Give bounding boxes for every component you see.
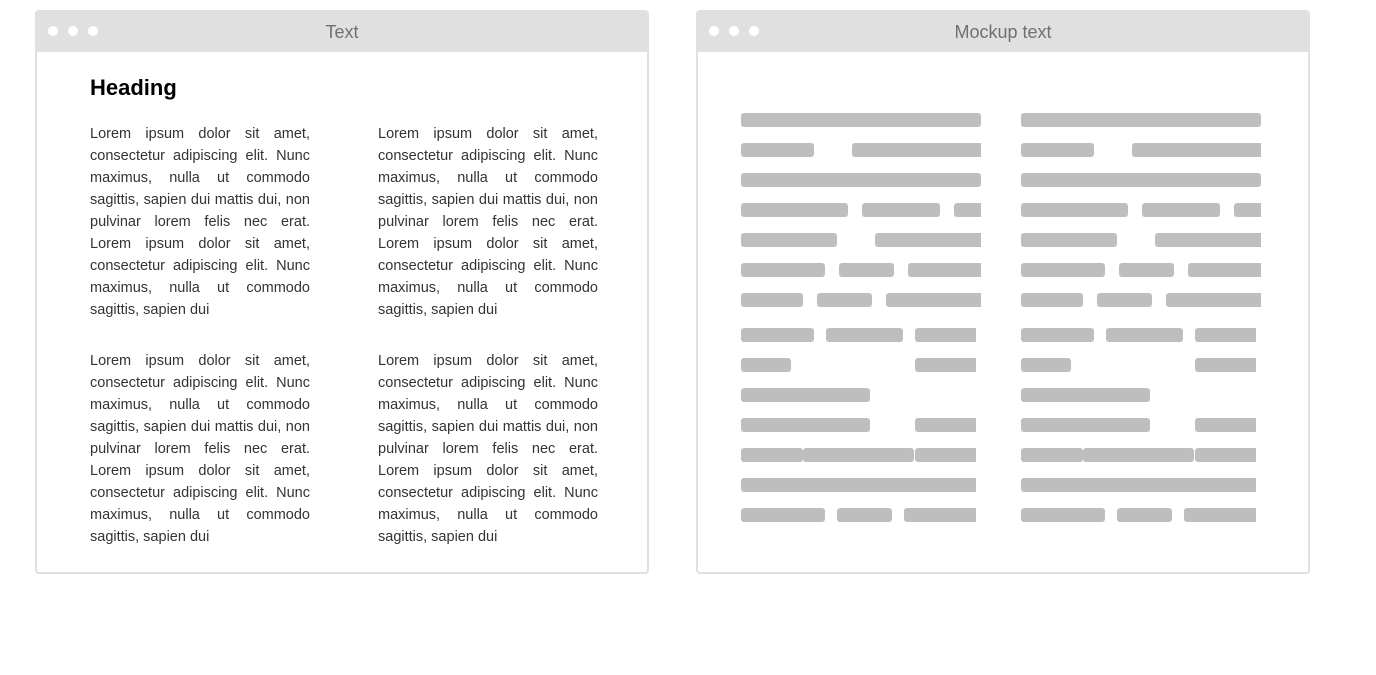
paragraph: Lorem ipsum dolor sit amet, consectetur adipiscing elit. Nunc maximus, nulla ut commodo sagittis, sapien dui mattis dui, non pulvinar lorem felis nec erat. Lorem ipsum dolor sit amet, consectetur adipiscing elit. Nunc maximus, nulla ut commodo sagittis, sapien dui bbox=[90, 126, 310, 318]
placeholder-text-bar bbox=[1021, 418, 1150, 432]
placeholder-text-bar bbox=[1119, 263, 1174, 277]
placeholder-text-bar bbox=[908, 263, 981, 277]
placeholder-text-bar bbox=[1195, 358, 1256, 372]
placeholder-text-bar bbox=[741, 203, 848, 217]
placeholder-text-bar bbox=[741, 478, 976, 492]
placeholder-text-bar bbox=[954, 203, 981, 217]
placeholder-text-bar bbox=[1021, 328, 1094, 342]
placeholder-text-bar bbox=[1132, 143, 1261, 157]
placeholder-text-bar bbox=[803, 448, 914, 462]
placeholder-text-bar bbox=[741, 113, 981, 127]
placeholder-text-bar bbox=[1021, 448, 1083, 462]
mockup-window bbox=[696, 10, 1310, 574]
window-title: Mockup text bbox=[954, 22, 1052, 42]
placeholder-text-bar bbox=[1166, 293, 1261, 307]
placeholder-text-bar bbox=[741, 388, 870, 402]
placeholder-text-bar bbox=[1021, 263, 1105, 277]
placeholder-text-bar bbox=[852, 143, 981, 157]
placeholder-text-area bbox=[698, 12, 1310, 574]
placeholder-text-bar bbox=[741, 448, 803, 462]
placeholder-text-bar bbox=[741, 508, 825, 522]
text-window bbox=[35, 10, 649, 574]
placeholder-text-bar bbox=[1097, 293, 1152, 307]
paragraph: Lorem ipsum dolor sit amet, consectetur adipiscing elit. Nunc maximus, nulla ut commodo sagittis, sapien dui mattis dui, non pulvinar lorem felis nec erat. Lorem ipsum dolor sit amet, consectetur adipiscing elit. Nunc maximus, nulla ut commodo sagittis, sapien dui bbox=[378, 126, 598, 318]
placeholder-text-bar bbox=[1021, 173, 1261, 187]
placeholder-text-bar bbox=[826, 328, 903, 342]
placeholder-text-bar bbox=[862, 203, 940, 217]
placeholder-text-bar bbox=[1021, 233, 1117, 247]
placeholder-text-bar bbox=[1195, 448, 1256, 462]
placeholder-text-bar bbox=[1195, 418, 1256, 432]
window-titlebar bbox=[37, 12, 647, 52]
placeholder-text-bar bbox=[741, 143, 814, 157]
placeholder-text-bar bbox=[875, 233, 981, 247]
placeholder-text-bar bbox=[1106, 328, 1183, 342]
placeholder-text-bar bbox=[1195, 328, 1256, 342]
placeholder-text-bar bbox=[817, 293, 872, 307]
placeholder-text-bar bbox=[741, 328, 814, 342]
paragraph: Lorem ipsum dolor sit amet, consectetur adipiscing elit. Nunc maximus, nulla ut commodo sagittis, sapien dui mattis dui, non pulvinar lorem felis nec erat. Lorem ipsum dolor sit amet, consectetur adipiscing elit. Nunc maximus, nulla ut commodo sagittis, sapien dui bbox=[90, 353, 310, 545]
placeholder-text-bar bbox=[886, 293, 981, 307]
paragraph: Lorem ipsum dolor sit amet, consectetur adipiscing elit. Nunc maximus, nulla ut commodo sagittis, sapien dui mattis dui, non pulvinar lorem felis nec erat. Lorem ipsum dolor sit amet, consectetur adipiscing elit. Nunc maximus, nulla ut commodo sagittis, sapien dui bbox=[378, 353, 598, 545]
placeholder-text-bar bbox=[1021, 293, 1083, 307]
placeholder-text-bar bbox=[915, 328, 976, 342]
placeholder-text-bar bbox=[1117, 508, 1172, 522]
placeholder-text-bar bbox=[741, 173, 981, 187]
placeholder-text-bar bbox=[1142, 203, 1220, 217]
placeholder-text-bar bbox=[1188, 263, 1261, 277]
placeholder-text-bar bbox=[741, 233, 837, 247]
placeholder-text-bar bbox=[839, 263, 894, 277]
placeholder-text-bar bbox=[741, 263, 825, 277]
placeholder-text-bar bbox=[904, 508, 976, 522]
placeholder-text-bar bbox=[1234, 203, 1261, 217]
placeholder-text-bar bbox=[741, 293, 803, 307]
placeholder-text-bar bbox=[1021, 478, 1256, 492]
content-heading: Heading bbox=[90, 75, 177, 100]
placeholder-text-bar bbox=[741, 418, 870, 432]
window-title: Text bbox=[325, 22, 359, 42]
placeholder-text-bar bbox=[915, 358, 976, 372]
placeholder-text-bar bbox=[1021, 113, 1261, 127]
placeholder-text-bar bbox=[837, 508, 892, 522]
placeholder-text-bar bbox=[1155, 233, 1261, 247]
placeholder-text-bar bbox=[1083, 448, 1194, 462]
placeholder-text-bar bbox=[1021, 203, 1128, 217]
placeholder-text-bar bbox=[741, 358, 791, 372]
placeholder-text-bar bbox=[915, 448, 976, 462]
placeholder-text-bar bbox=[1021, 388, 1150, 402]
placeholder-text-bar bbox=[1021, 358, 1071, 372]
placeholder-text-bar bbox=[1021, 143, 1094, 157]
placeholder-text-bar bbox=[1021, 508, 1105, 522]
placeholder-text-bar bbox=[915, 418, 976, 432]
placeholder-text-bar bbox=[1184, 508, 1256, 522]
